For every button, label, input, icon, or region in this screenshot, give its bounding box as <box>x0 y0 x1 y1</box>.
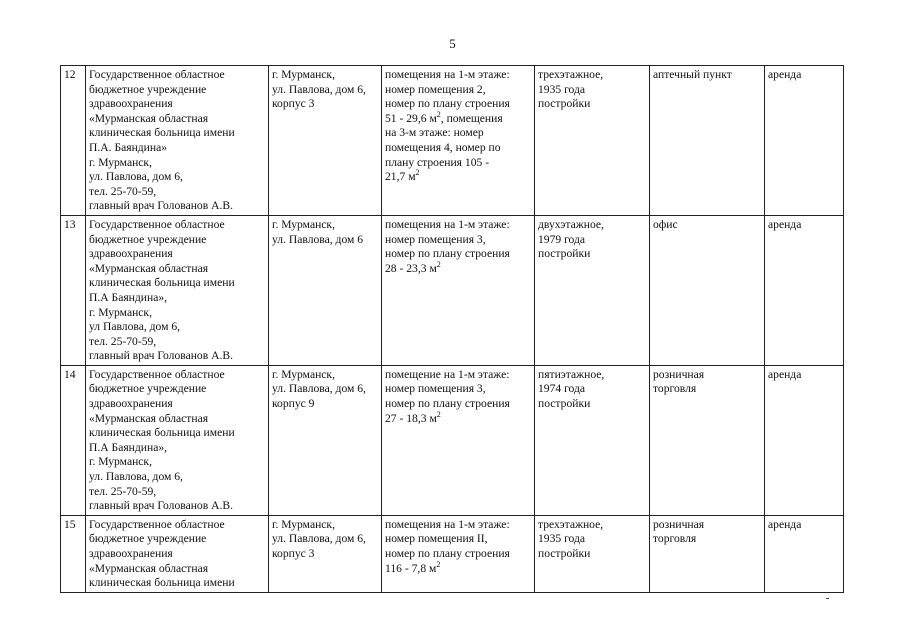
building-cell: трехэтажное, 1935 года постройки <box>535 66 650 216</box>
scan-speck <box>826 598 829 599</box>
property-registry-table <box>60 65 844 593</box>
area-value: 51 - 29,6 м <box>385 111 437 125</box>
area-value: 116 - 7,8 м <box>385 561 437 575</box>
premises-line: на 3-м этаже: номер <box>385 126 484 140</box>
premises-cell <box>382 66 535 216</box>
building-cell: двухэтажное, 1979 года постройки <box>535 215 650 365</box>
use-type-cell: аренда <box>765 515 844 592</box>
premises-line: номер помещения II, <box>385 532 488 546</box>
address-cell: г. Мурманск, ул. Павлова, дом 6, корпус 3 <box>269 515 382 592</box>
premises-line: номер по плану строения <box>385 397 510 411</box>
purpose-cell: аптечный пункт <box>650 66 765 216</box>
area-unit-exponent: 2 <box>436 559 441 569</box>
premises-line-tail: , помещения <box>440 111 503 125</box>
premises-line <box>385 109 531 127</box>
area-unit-exponent: 2 <box>436 109 441 119</box>
use-type-cell: аренда <box>765 66 844 216</box>
premises-cell <box>382 215 535 365</box>
premises-line <box>385 259 531 277</box>
area-unit-exponent: 2 <box>436 409 441 419</box>
premises-cell <box>382 515 535 592</box>
premises-line <box>385 409 531 427</box>
premises-line: помещение на 1-м этаже: <box>385 367 510 381</box>
premises-line: помещения на 1-м этаже: <box>385 68 510 81</box>
building-cell: пятиэтажное, 1974 года постройки <box>535 365 650 515</box>
table-row <box>61 215 844 365</box>
page-number: 5 <box>449 36 456 51</box>
premises-line: помещения на 1-м этаже: <box>385 517 510 531</box>
premises-line <box>385 559 531 577</box>
row-number: 14 <box>61 365 86 515</box>
premises-line: номер по плану строения <box>385 247 510 261</box>
row-number: 15 <box>61 515 86 592</box>
table-row <box>61 365 844 515</box>
area-unit-exponent: 2 <box>415 168 420 178</box>
rightholder-cell: Государственное областное бюджетное учреждение здравоохранения «Мурманская областная клиническая больница имени П.А Баяндина», г. Мурманск, ул. Павлова, дом 6, тел. 25-70-59, главный врач Голованов А.В. <box>86 365 269 515</box>
purpose-cell: офис <box>650 215 765 365</box>
premises-line: номер по плану строения <box>385 547 510 560</box>
row-number: 12 <box>61 66 86 216</box>
address-cell: г. Мурманск, ул. Павлова, дом 6, корпус 9 <box>269 365 382 515</box>
premises-line: номер по плану строения <box>385 97 510 111</box>
use-type-cell: аренда <box>765 215 844 365</box>
premises-line: помещения на 1-м этаже: <box>385 217 510 231</box>
purpose-cell: розничная торговля <box>650 365 765 515</box>
premises-line: номер помещения 3, <box>385 382 486 396</box>
premises-cell <box>382 365 535 515</box>
premises-line <box>385 170 531 185</box>
rightholder-cell: Государственное областное бюджетное учреждение здравоохранения «Мурманская областная клиническая больница имени П.А Баяндина», г. Мурманск, ул Павлова, дом 6, тел. 25-70-59, главный врач Голованов А.В. <box>86 215 269 365</box>
premises-line: помещения 4, номер по <box>385 140 501 154</box>
table-row <box>61 66 844 216</box>
area-value: 28 - 23,3 м <box>385 261 437 275</box>
row-number: 13 <box>61 215 86 365</box>
building-cell: трехэтажное, 1935 года постройки <box>535 515 650 592</box>
premises-line: номер помещения 3, <box>385 232 486 246</box>
purpose-cell: розничная торговля <box>650 515 765 592</box>
address-cell: г. Мурманск, ул. Павлова, дом 6 <box>269 215 382 365</box>
rightholder-cell: Государственное областное бюджетное учреждение здравоохранения «Мурманская областная клиническая больница имени П.А. Баяндина» г. Мурманск, ул. Павлова, дом 6, тел. 25-70-59, главный врач Голованов А.В. <box>86 66 269 216</box>
area-unit-exponent: 2 <box>436 259 441 269</box>
rightholder-cell: Государственное областное бюджетное учреждение здравоохранения «Мурманская областная клиническая больница имени <box>86 515 269 592</box>
address-cell: г. Мурманск, ул. Павлова, дом 6, корпус 3 <box>269 66 382 216</box>
area-value: 27 - 18,3 м <box>385 411 437 425</box>
premises-line: номер помещения 2, <box>385 82 486 96</box>
use-type-cell: аренда <box>765 365 844 515</box>
table-row <box>61 515 844 592</box>
premises-line: плану строения 105 - <box>385 155 490 169</box>
area-value: 21,7 м <box>385 170 416 184</box>
